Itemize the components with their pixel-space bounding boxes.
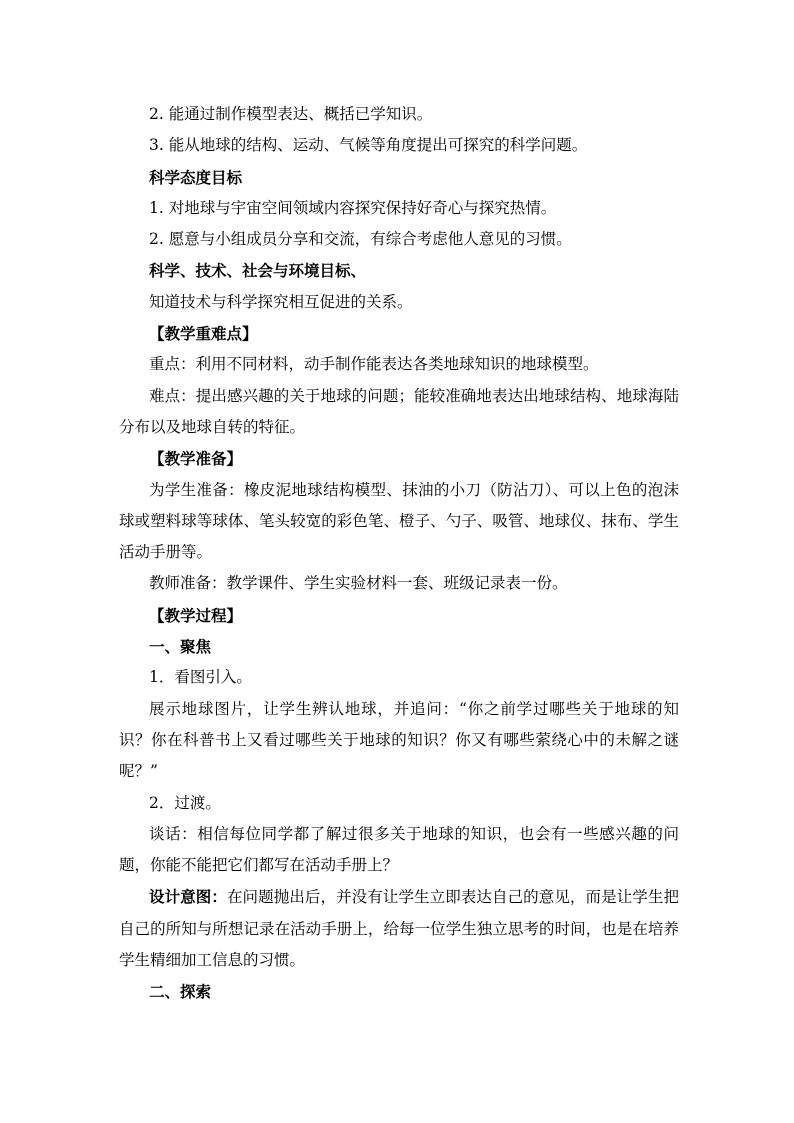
stse-item-1: 知道技术与科学探究相互促进的关系。 xyxy=(149,292,413,311)
section-focus: 一、聚焦 xyxy=(149,637,212,657)
teacher-prep: 教师准备：教学课件、学生实验材料一套、班级记录表一份。 xyxy=(149,574,568,593)
step-2-text: 谈话：相信每位同学都了解过很多关于地球的知识，也会有一些感兴趣的问题，你能不能把它们都写在活动手册上？ xyxy=(119,824,679,875)
design-intent xyxy=(119,881,679,976)
attitude-item-2: 2. 愿意与小组成员分享和交流，有综合考虑他人意见的习惯。 xyxy=(149,230,572,249)
objective-item-model: 2. 能通过制作模型表达、概括已学知识。 xyxy=(149,105,433,123)
section-explore: 二、探索 xyxy=(149,982,212,1002)
document-body xyxy=(119,99,679,1008)
design-intent-label: 设计意图： xyxy=(149,887,227,907)
key-point: 重点：利用不同材料，动手制作能表达各类地球知识的地球模型。 xyxy=(149,355,599,374)
step-1-title: 1．看图引入。 xyxy=(149,668,252,687)
design-intent-text: 在问题抛出后，并没有让学生立即表达自己的意见，而是让学生把自己的所知与所想记录在活动手册上，给每一位学生独立思考的时间，也是在培养学生精细加工信息的习惯。 xyxy=(119,888,679,970)
difficult-point: 难点：提出感兴趣的关于地球的问题；能较准确地表达出地球结构、地球海陆分布以及地球自转的特征。 xyxy=(119,386,679,436)
heading-stse-goals: 科学、技术、社会与环境目标、 xyxy=(149,261,367,281)
student-prep: 为学生准备：橡皮泥地球结构模型、抹油的小刀（防沾刀）、可以上色的泡沫球或塑料球等球体、笔头较宽的彩色笔、橙子、勺子、吸管、地球仪、抹布、学生活动手册等。 xyxy=(119,480,679,562)
heading-attitude-goals: 科学态度目标 xyxy=(149,167,243,187)
attitude-item-1: 1. 对地球与宇宙空间领域内容探究保持好奇心与探究热情。 xyxy=(149,198,557,217)
heading-teaching-process: 【教学过程】 xyxy=(149,605,243,625)
heading-teaching-prep: 【教学准备】 xyxy=(149,449,243,469)
objective-item-questions: 3. 能从地球的结构、运动、气候等角度提出可探究的科学问题。 xyxy=(149,136,588,155)
step-1-text: 展示地球图片，让学生辨认地球，并追问：“你之前学过哪些关于地球的知识？你在科普书上又看过哪些关于地球的知识？你又有哪些萦绕心中的未解之谜呢？” xyxy=(119,699,679,781)
step-2-title: 2．过渡。 xyxy=(149,793,221,812)
heading-key-points: 【教学重难点】 xyxy=(149,324,258,344)
